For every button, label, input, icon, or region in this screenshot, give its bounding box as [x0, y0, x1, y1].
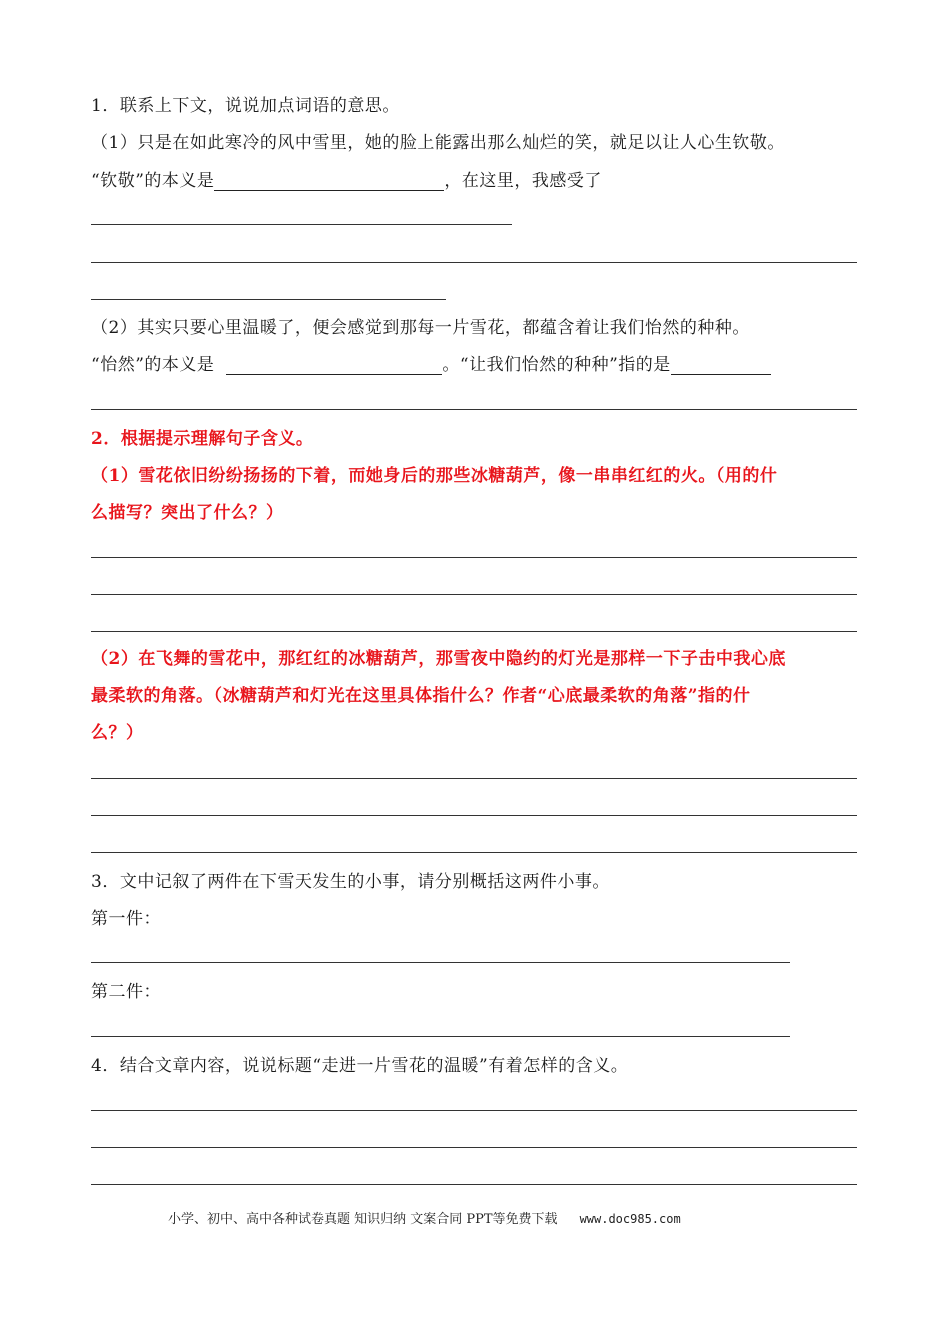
q1-part1-prompt-b: ，在这里，我感受了	[444, 171, 602, 191]
answer-line[interactable]	[91, 1147, 857, 1148]
page-footer	[168, 1208, 681, 1227]
answer-line[interactable]	[91, 262, 857, 263]
q1-part1-prompt	[91, 171, 602, 191]
q2-part1-line2: 么描写？突出了什么？）	[91, 503, 284, 523]
answer-line[interactable]	[91, 962, 790, 963]
answer-blank[interactable]	[671, 358, 771, 375]
q1-part2-prompt-a: “怡然”的本义是	[91, 355, 215, 375]
footer-url[interactable]: www.doc985.com	[579, 1212, 681, 1226]
q3-title: 3．文中记叙了两件在下雪天发生的小事，请分别概括这两件小事。	[91, 872, 610, 892]
answer-line[interactable]	[91, 1184, 857, 1185]
q3-second-label: 第二件：	[91, 982, 161, 1002]
answer-line[interactable]	[91, 594, 857, 595]
q2-part2-line1: （2）在飞舞的雪花中，那红红的冰糖葫芦，那雪夜中隐约的灯光是那样一下子击中我心底	[91, 649, 786, 669]
q3-first-label: 第一件：	[91, 909, 161, 929]
answer-line[interactable]	[91, 224, 512, 225]
q2-title: 2．根据提示理解句子含义。	[91, 429, 314, 449]
q2-part1-line1: （1）雪花依旧纷纷扬扬的下着，而她身后的那些冰糖葫芦，像一串串红红的火。（用的什	[91, 466, 778, 486]
answer-line[interactable]	[91, 409, 857, 410]
q4-title: 4．结合文章内容，说说标题“走进一片雪花的温暖”有着怎样的含义。	[91, 1056, 629, 1076]
answer-blank[interactable]	[226, 358, 442, 375]
q1-part2-prompt-b: 。“让我们怡然的种种”指的是	[442, 355, 671, 375]
answer-line[interactable]	[91, 557, 857, 558]
answer-line[interactable]	[91, 631, 857, 632]
footer-text: 小学、初中、高中各种试卷真题 知识归纳 文案合同 PPT等免费下载	[168, 1212, 558, 1227]
q2-part2-line3: 么？）	[91, 723, 144, 743]
answer-line[interactable]	[91, 852, 857, 853]
q1-part1-sentence: （1）只是在如此寒冷的风中雪里，她的脸上能露出那么灿烂的笑，就足以让人心生钦敬。	[91, 133, 785, 153]
q2-part2-line2: 最柔软的角落。（冰糖葫芦和灯光在这里具体指什么？作者“心底最柔软的角落”指的什	[91, 686, 751, 706]
q1-part1-prompt-a: “钦敬”的本义是	[91, 171, 215, 191]
answer-line[interactable]	[91, 778, 857, 779]
answer-line[interactable]	[91, 1110, 857, 1111]
answer-line[interactable]	[91, 1036, 790, 1037]
q1-part2-sentence: （2）其实只要心里温暖了，便会感觉到那每一片雪花，都蕴含着让我们怡然的种种。	[91, 318, 750, 338]
answer-blank[interactable]	[214, 174, 444, 191]
q1-part2-prompt	[91, 355, 771, 375]
answer-line[interactable]	[91, 815, 857, 816]
q1-title: 1．联系上下文，说说加点词语的意思。	[91, 96, 400, 116]
answer-line[interactable]	[91, 299, 446, 300]
